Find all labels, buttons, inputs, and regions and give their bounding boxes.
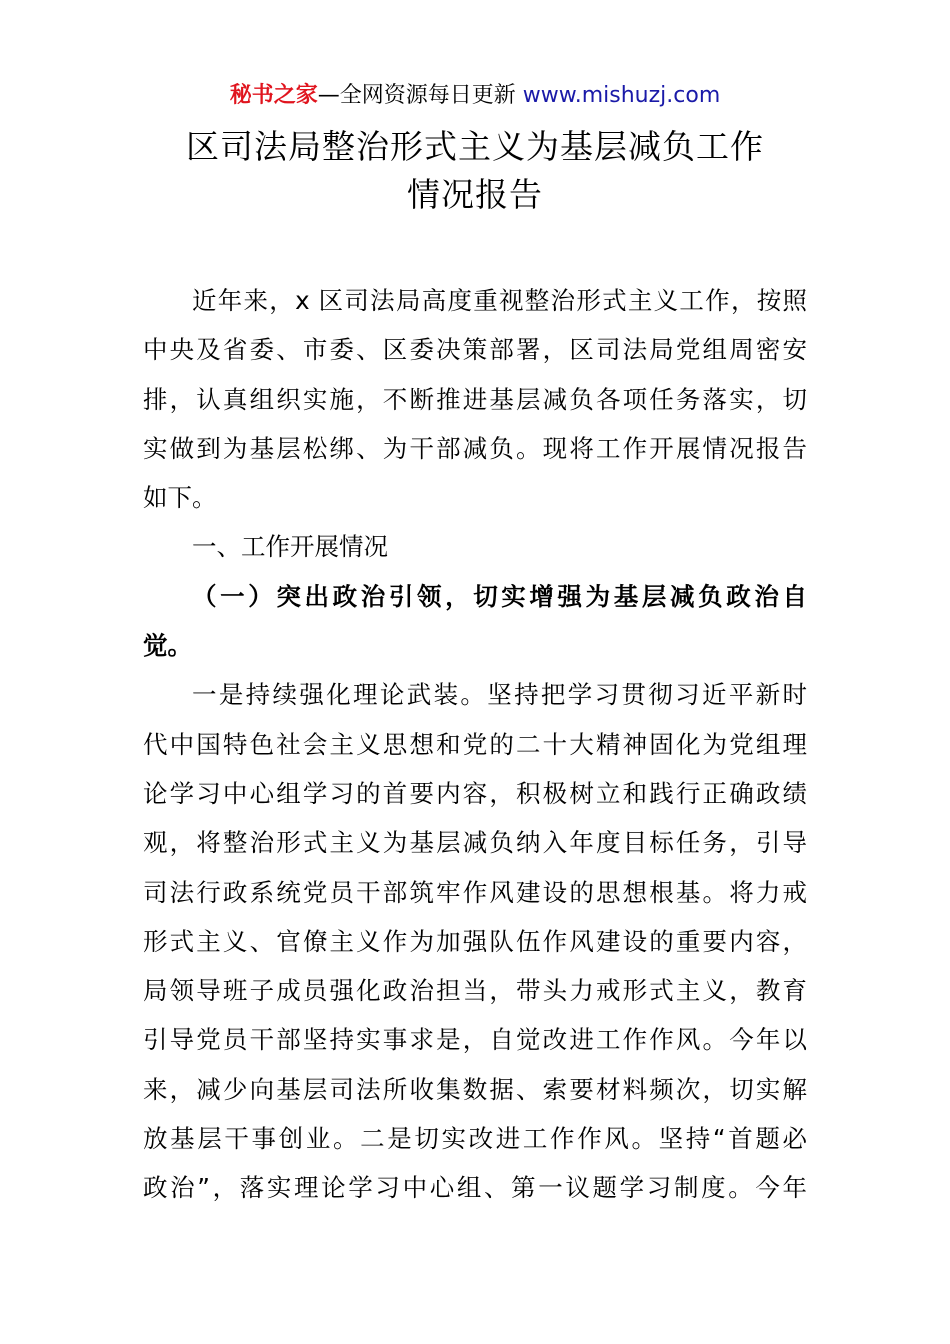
body-line: 实做到为基层松绑、为干部减负。现将工作开展情况报告	[143, 433, 807, 463]
body-line: 论学习中心组学习的首要内容，积极树立和践行正确政绩	[143, 778, 807, 808]
body-line: 形式主义、官僚主义作为加强队伍作风建设的重要内容，	[143, 926, 807, 956]
body-line: 近年来，x 区司法局高度重视整治形式主义工作，按照	[192, 286, 807, 315]
subsection-heading: （一）突出政治引领，切实增强为基层减负政治自	[192, 581, 807, 611]
body-line: 中央及省委、市委、区委决策部署，区司法局党组周密安	[143, 335, 807, 365]
body-line: 引导党员干部坚持实事求是，自觉改进工作作风。今年以	[143, 1025, 807, 1055]
subsection-heading-continued: 觉。	[143, 631, 192, 661]
body-line: 局领导班子成员强化政治担当，带头力戒形式主义，教育	[143, 976, 807, 1006]
site-brand: 秘书之家	[229, 83, 318, 108]
body-line: 一是持续强化理论武装。坚持把学习贯彻习近平新时	[192, 680, 807, 710]
body-line: 观，将整治形式主义为基层减负纳入年度目标任务，引导	[143, 828, 807, 858]
body-line: 来，减少向基层司法所收集数据、索要材料频次，切实解	[143, 1074, 807, 1104]
body-line: 排，认真组织实施，不断推进基层减负各项任务落实，切	[143, 384, 807, 414]
site-header	[0, 80, 950, 112]
document-title-line-1: 区司法局整治形式主义为基层减负工作	[186, 127, 764, 166]
body-line: 如下。	[143, 483, 217, 513]
site-url[interactable]: www.mishuzj.com	[522, 83, 721, 108]
body-line: 放基层干事创业。二是切实改进工作作风。坚持“首题必	[143, 1124, 807, 1154]
section-heading: 一、工作开展情况	[192, 532, 388, 562]
site-tagline: —全网资源每日更新	[317, 83, 516, 108]
document-body	[143, 276, 807, 1213]
document-title-line-2: 情况报告	[407, 175, 543, 214]
body-line: 司法行政系统党员干部筑牢作风建设的思想根基。将力戒	[143, 877, 807, 907]
body-line: 代中国特色社会主义思想和党的二十大精神固化为党组理	[143, 729, 807, 759]
body-line: 政治”，落实理论学习中心组、第一议题学习制度。今年	[143, 1173, 807, 1203]
